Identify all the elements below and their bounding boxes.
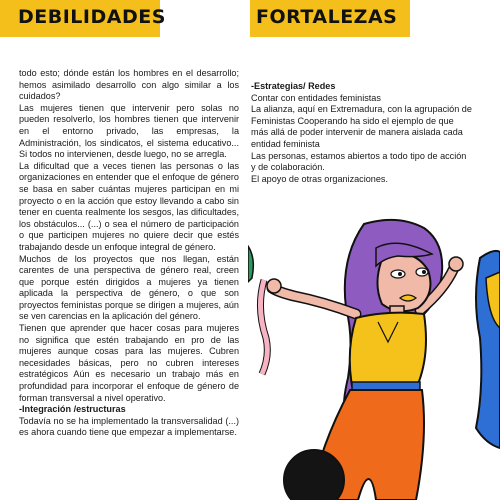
left-figure <box>248 246 253 282</box>
debilidades-banner <box>0 0 166 37</box>
section-heading: -Estrategias/ Redes <box>251 81 336 91</box>
paragraph: Tienen que aprender que hacer cosas para mujeres no significa que estén trabajando en pro de las mujeres aunque cosas para las mujeres. Cubren necesidades básicas, pero no cubren intereses estratégicos Aún es necesario un trabajo más en profundidad para incorporar el enfoque de género de forman transversal a nivel operativo. <box>19 323 239 403</box>
fortalezas-column <box>251 81 473 185</box>
paragraph: Las personas, estamos abiertos a todo tipo de acción y de colaboración. <box>251 150 467 173</box>
paragraph: El apoyo de otras organizaciones. <box>251 173 388 184</box>
fortalezas-title: FORTALEZAS <box>256 6 398 28</box>
fortalezas-banner <box>250 0 410 37</box>
paragraph: Muchos de los proyectos que nos llegan, están carentes de una perspectiva de género real, creen que porque estén dirigidos a mujeres ya tienen aplicada la perspectiva de género, o que son proyectos feministas porque se dirigen a mujeres, aún se ven carencias en la aplicación del género. <box>19 253 239 322</box>
paragraph: Las mujeres tienen que intervenir pero solas no pueden resolverlo, los hombres tienen que intervenir en el entorno privado, las empresas, la Administración, los sindicatos, el sistema educativo... Si todos no intervienen, desde luego, no se arregla. <box>19 102 239 160</box>
section-heading: -Integración /estructuras <box>19 404 126 415</box>
paragraph: Contar con entidades feministas <box>251 92 381 103</box>
paragraph: La dificultad que a veces tienen las personas o las organizaciones en entender que el enfoque de género se basa en saber cuántas mujeres participan en mi proyecto o en la acción que estoy llevando a cabo sin tener en cuenta realmente los sesgos, las dificultades, los obstáculos... (...) o sea el número de participación o que participen mujeres no quiere decir que estés trabajando desde un enfoque integral de género. <box>19 160 239 252</box>
paragraph: Todavía no se ha implementado la transversalidad (...) es ahora cuando tiene que empezar a implementarse. <box>19 415 239 438</box>
paragraph: La alianza, aquí en Extremadura, con la agrupación de Feministas Cooperando ha sido el ejemplo de que más allá de poder intervenir de manera aislada cada entidad feminista <box>251 104 472 149</box>
debilidades-title: DEBILIDADES <box>18 6 166 28</box>
debilidades-column <box>19 68 239 439</box>
paragraph: todo esto; dónde están los hombres en el desarrollo; hemos asimilado desarrollo con algo similar a los cuidados? <box>19 68 239 102</box>
women-illustration <box>248 218 500 500</box>
black-ball <box>284 450 344 500</box>
shirt <box>350 313 426 390</box>
